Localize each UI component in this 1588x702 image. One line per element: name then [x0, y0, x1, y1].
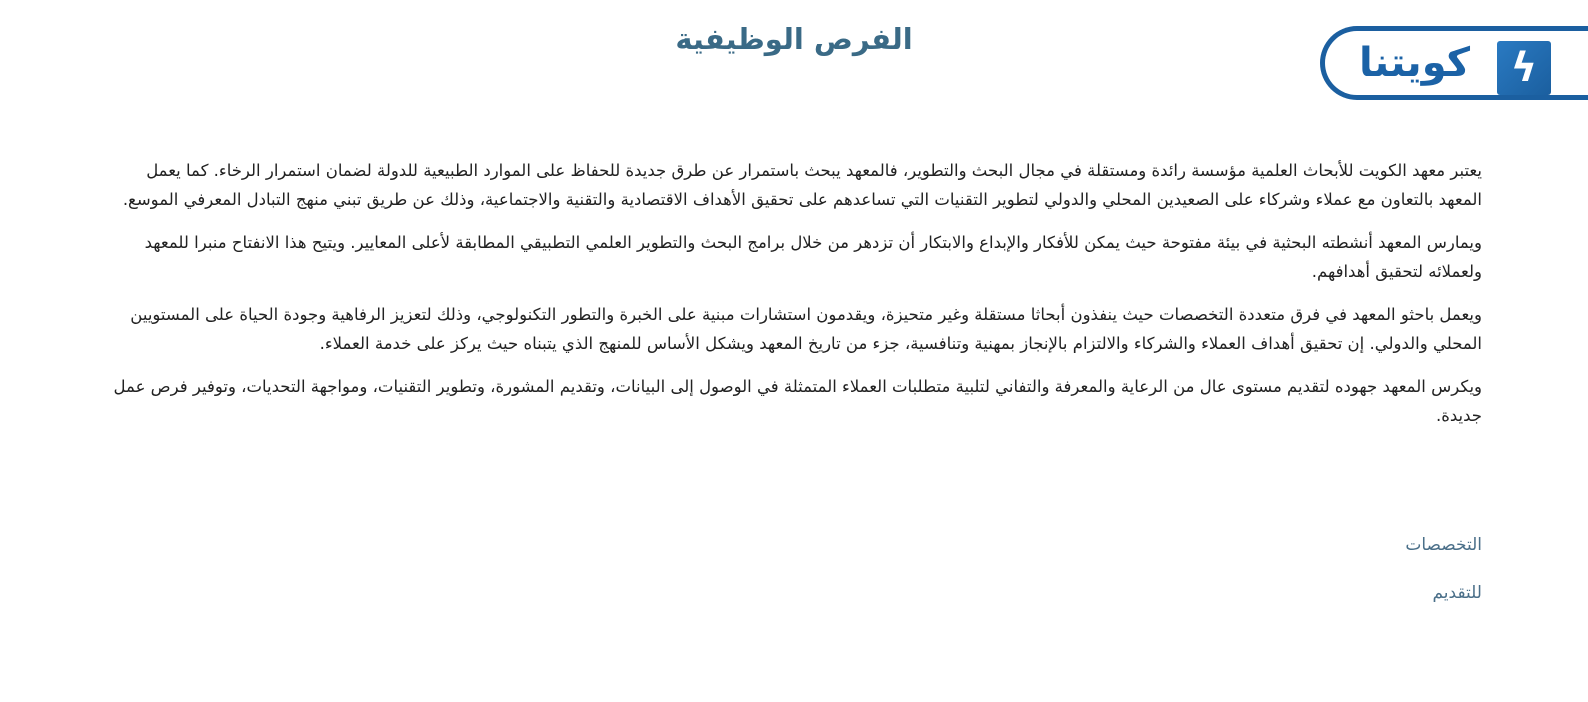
article-body — [108, 156, 1482, 444]
logo-text: كويتنا — [1359, 40, 1471, 86]
paragraph: ويكرس المعهد جهوده لتقديم مستوى عال من الرعاية والمعرفة والتفاني لتلبية متطلبات العملاء المتمثلة في الوصول إلى البيانات، وتقديم المشورة، وتطوير التقنيات، ومواجهة التحديات، وتوفير فرص عمل جديدة. — [113, 377, 1482, 425]
paragraph: يعتبر معهد الكويت للأبحاث العلمية مؤسسة رائدة ومستقلة في مجال البحث والتطوير، فالمعهد يبحث باستمرار عن طرق جديدة للحفاظ على الموارد الطبيعية للدولة لضمان استمرار الرخاء. كما يعمل المعهد بالتعاون مع عملاء وشركاء على الصعيدين المحلي والدولي لتطوير التقنيات التي تساعدهم على تحقيق الأهداف الاقتصادية والتقنية والاجتماعية، وذلك عن طريق تبني منهج التبادل المعرفي الموسع. — [122, 161, 1482, 209]
page-title: الفرص الوظيفية — [675, 22, 913, 56]
specializations-link[interactable]: التخصصات — [1405, 535, 1482, 555]
apply-link[interactable]: للتقديم — [1432, 583, 1482, 603]
paragraph: ويمارس المعهد أنشطته البحثية في بيئة مفتوحة حيث يمكن للأفكار والإبداع والابتكار أن تزدهر من خلال برامج البحث والتطوير العلمي التطبيقي المطابقة لأعلى المعايير. ويتيح هذا الانفتاح منبرا للمعهد ولعملائه لتحقيق أهدافهم. — [144, 233, 1482, 281]
links-list — [1405, 532, 1482, 628]
paragraph: ويعمل باحثو المعهد في فرق متعددة التخصصات حيث ينفذون أبحاثا مستقلة وغير متحيزة، ويقدمون استشارات مبنية على الخبرة والتطور التكنولوجي، وذلك لتعزيز الرفاهية وجودة الحياة على المستويين المحلي والدولي. إن تحقيق أهداف العملاء والشركاء والالتزام بالإنجاز بمهنية وتنافسية، جزء من تاريخ المعهد ويشكل الأساس للمنهج الذي يتبناه حيث يركز على خدمة العملاء. — [130, 305, 1482, 353]
logo-lightning-icon: ϟ — [1497, 41, 1551, 95]
